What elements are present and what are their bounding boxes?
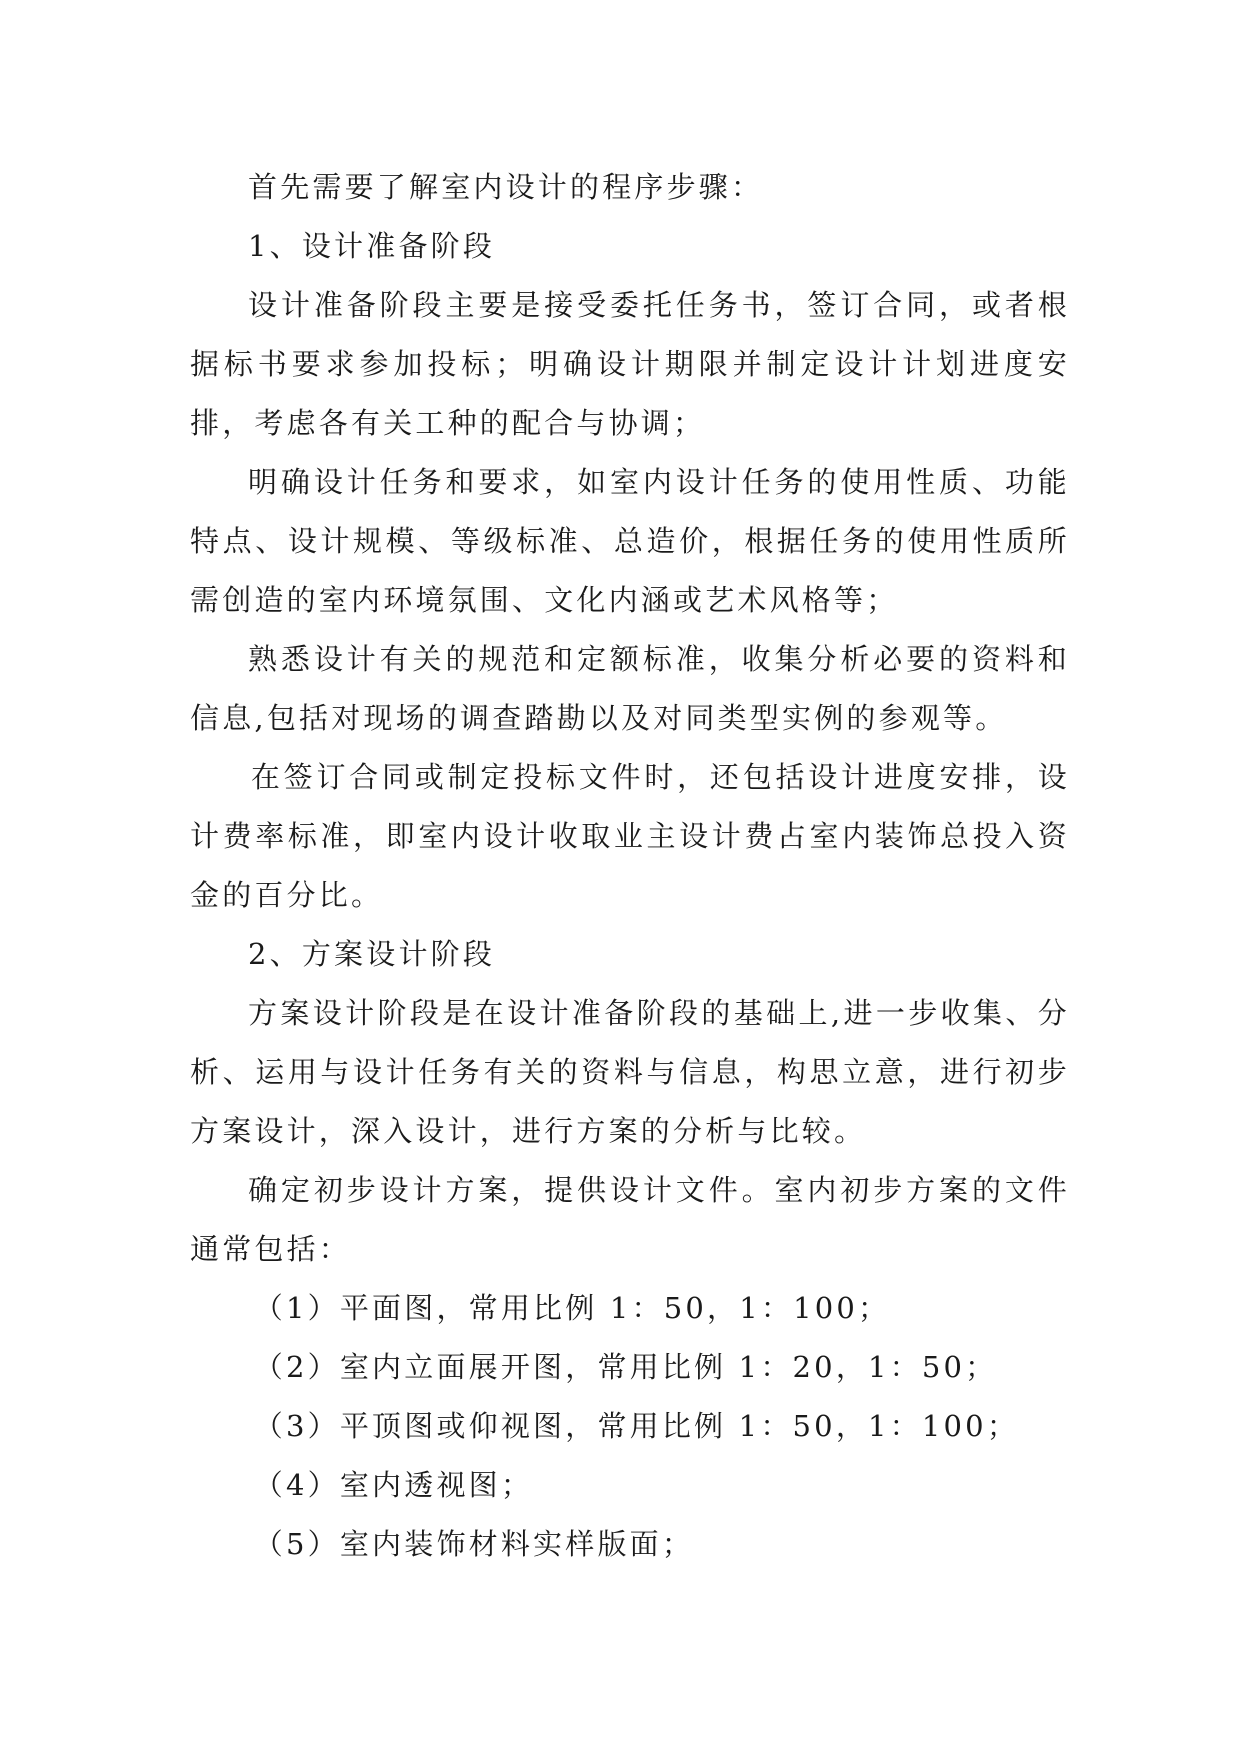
section-2-paragraph: 确定初步设计方案，提供设计文件。室内初步方案的文件通常包括： bbox=[190, 1173, 1070, 1266]
section-2-heading: 2、方案设计阶段 bbox=[248, 937, 496, 971]
drawing-list-item: （1）平面图，常用比例 1：50，1：100； bbox=[253, 1291, 891, 1325]
drawing-list-item: （4）室内透视图； bbox=[253, 1468, 534, 1502]
section-1-heading: 1、设计准备阶段 bbox=[248, 229, 496, 263]
intro-paragraph: 首先需要了解室内设计的程序步骤： bbox=[248, 170, 764, 204]
section-1-paragraph: 设计准备阶段主要是接受委托任务书，签订合同，或者根据标书要求参加投标；明确设计期限并制定设计计划进度安排，考虑各有关工种的配合与协调； bbox=[190, 288, 1070, 440]
section-2-paragraph: 方案设计阶段是在设计准备阶段的基础上,进一步收集、分析、运用与设计任务有关的资料与信息，构思立意，进行初步方案设计，深入设计，进行方案的分析与比较。 bbox=[190, 996, 1070, 1148]
section-1-paragraph: 在签订合同或制定投标文件时，还包括设计进度安排，设计费率标准，即室内设计收取业主设计费占室内装饰总投入资金的百分比。 bbox=[190, 760, 1070, 912]
drawing-list-item: （5）室内装饰材料实样版面； bbox=[253, 1527, 695, 1561]
section-1-paragraph: 明确设计任务和要求，如室内设计任务的使用性质、功能特点、设计规模、等级标准、总造价，根据任务的使用性质所需创造的室内环境氛围、文化内涵或艺术风格等； bbox=[190, 465, 1070, 617]
document-body bbox=[190, 158, 1070, 1574]
drawing-list-item: （2）室内立面展开图，常用比例 1：20，1：50； bbox=[253, 1350, 998, 1384]
drawing-list-item: （3）平顶图或仰视图，常用比例 1：50，1：100； bbox=[253, 1409, 1020, 1443]
section-1-paragraph: 熟悉设计有关的规范和定额标准，收集分析必要的资料和信息,包括对现场的调查踏勘以及对同类型实例的参观等。 bbox=[190, 642, 1070, 735]
